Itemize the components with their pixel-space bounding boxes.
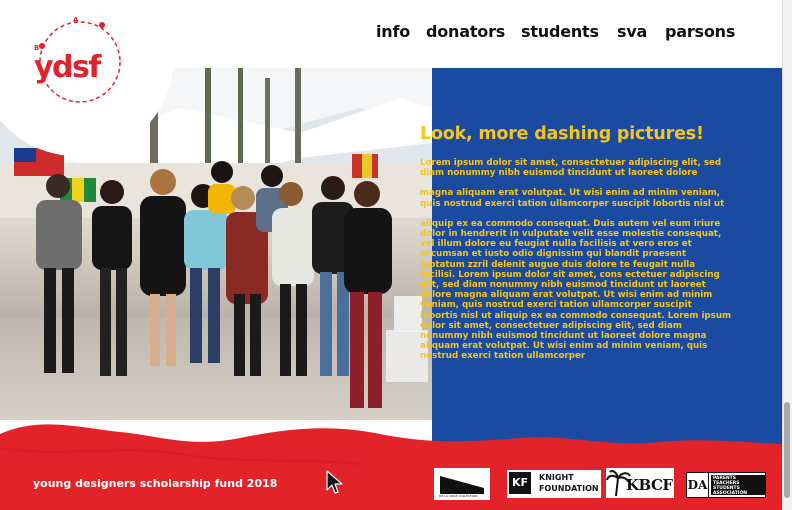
knight-label: KNIGHT <box>539 473 574 482</box>
logo-wordmark: ydsf <box>34 50 100 85</box>
logo-marker-b: B <box>34 44 40 52</box>
paragraph-2: magna aliquam erat volutpat. Ut wisi enim ad minim veniam, quis nostrud exerci tation ullamcorper suscipit lobortis nisl ut <box>420 188 725 209</box>
ptsa-mark-letters: DA <box>687 478 708 492</box>
knight-mark-letters: KF <box>511 476 529 489</box>
sponsor-ptsa[interactable] <box>686 472 766 498</box>
sponsor-kbcf[interactable] <box>606 468 674 498</box>
sponsor-knight[interactable] <box>507 470 601 498</box>
page-scrollbar[interactable] <box>782 0 792 510</box>
nav-donators[interactable]: donators <box>426 22 506 41</box>
ptsa-label-box <box>711 475 765 495</box>
paragraph-1: Lorem ipsum dolor sit amet, consectetuer adipiscing elit, sed diam nonummy nibh euismod tincidunt ut laoreet dolore <box>420 158 722 179</box>
content-body <box>420 158 732 362</box>
sponsor-delacruz[interactable] <box>434 468 490 500</box>
nav-parsons[interactable]: parsons <box>665 22 736 41</box>
scrollbar-thumb[interactable] <box>784 402 790 498</box>
knight-mark-icon <box>509 472 531 494</box>
nav-students[interactable]: students <box>521 22 599 41</box>
knight-label-2: FOUNDATION <box>539 484 599 493</box>
ptsa-mark-icon <box>687 473 709 497</box>
ptsa-label: PARENTS TEACHERS STUDENTS ASSOCIATION <box>713 476 748 495</box>
kbcf-label: KBCF <box>626 476 673 494</box>
nav-sva[interactable]: sva <box>617 22 648 41</box>
sponsor-delacruz-label: DE LA CRUZ COLLECTION <box>439 494 478 498</box>
content-title: Look, more dashing pictures! <box>420 124 704 144</box>
mouse-pointer-icon <box>326 470 344 496</box>
paragraph-3: aliquip ex ea commodo consequat. Duis autem vel eum iriure dolor in hendrerit in vulputate velit esse molestie consequat, vel illum dolore eu feugiat nulla facilisis at vero eros et accumsan et iusto odio dignissim qui blandit praesent luptatum zzril delenit augue duis dolore te feugait nulla facilisi. Lorem ipsum dolor sit amet, cons ectetuer adipiscing elit, sed diam nonummy nibh euismod tincidunt ut laoreet dolore magna aliquam erat volutpat. Ut wisi enim ad minim veniam, quis nostrud exerci tation ullamcorper suscipit lobortis nisl ut aliquip ex ea commodo consequat. Lorem ipsum dolor sit amet, consectetuer adipiscing elit, sed diam nonummy nibh euismod tincidunt ut laoreet dolore magna aliquam erat volutpat. Ut wisi enim ad minim veniam, quis nostrud exerci tation ullamcorper <box>420 218 732 362</box>
footer-tagline: young designers scholarship fund 2018 <box>33 477 278 490</box>
logo-marker-a: A <box>73 16 79 24</box>
nav-info[interactable]: info <box>376 22 411 41</box>
